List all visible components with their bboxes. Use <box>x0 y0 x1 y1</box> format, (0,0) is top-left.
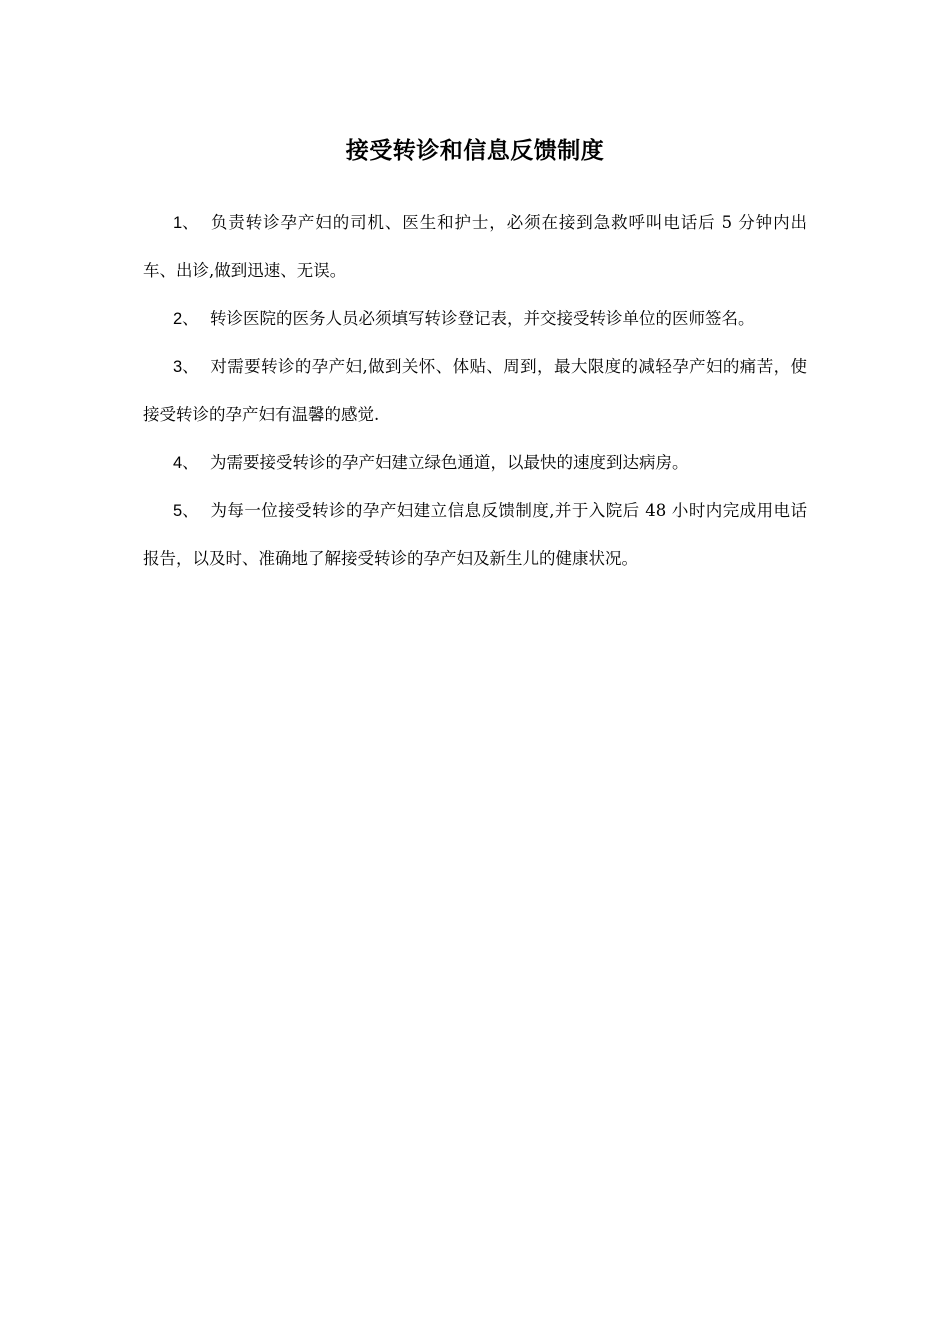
document-title: 接受转诊和信息反馈制度 <box>345 138 605 164</box>
list-item <box>143 199 807 295</box>
item-text: 为需要接受转诊的孕产妇建立绿色通道，以最快的速度到达病房。 <box>210 453 689 472</box>
item-text: 转诊医院的医务人员必须填写转诊登记表，并交接受转诊单位的医师签名。 <box>210 309 755 328</box>
item-number: 2、 <box>173 310 199 328</box>
item-number: 4、 <box>173 454 199 472</box>
document-body <box>143 199 807 583</box>
item-text: 对需要转诊的孕产妇,做到关怀、体贴、周到，最大限度的减轻孕产妇的痛苦，使接受转诊的孕产妇有温馨的感觉. <box>143 357 807 424</box>
item-text: 为每一位接受转诊的孕产妇建立信息反馈制度,并于入院后 48 小时内完成用电话报告，以及时、准确地了解接受转诊的孕产妇及新生儿的健康状况。 <box>143 501 807 568</box>
list-item <box>143 439 807 487</box>
list-item <box>143 343 807 439</box>
list-item <box>143 487 807 583</box>
list-item <box>143 295 807 343</box>
item-text: 负责转诊孕产妇的司机、医生和护士，必须在接到急救呼叫电话后 5 分钟内出车、出诊,做到迅速、无误。 <box>143 213 807 280</box>
item-number: 3、 <box>173 358 199 376</box>
item-number: 5、 <box>173 502 199 520</box>
item-number: 1、 <box>173 214 199 232</box>
